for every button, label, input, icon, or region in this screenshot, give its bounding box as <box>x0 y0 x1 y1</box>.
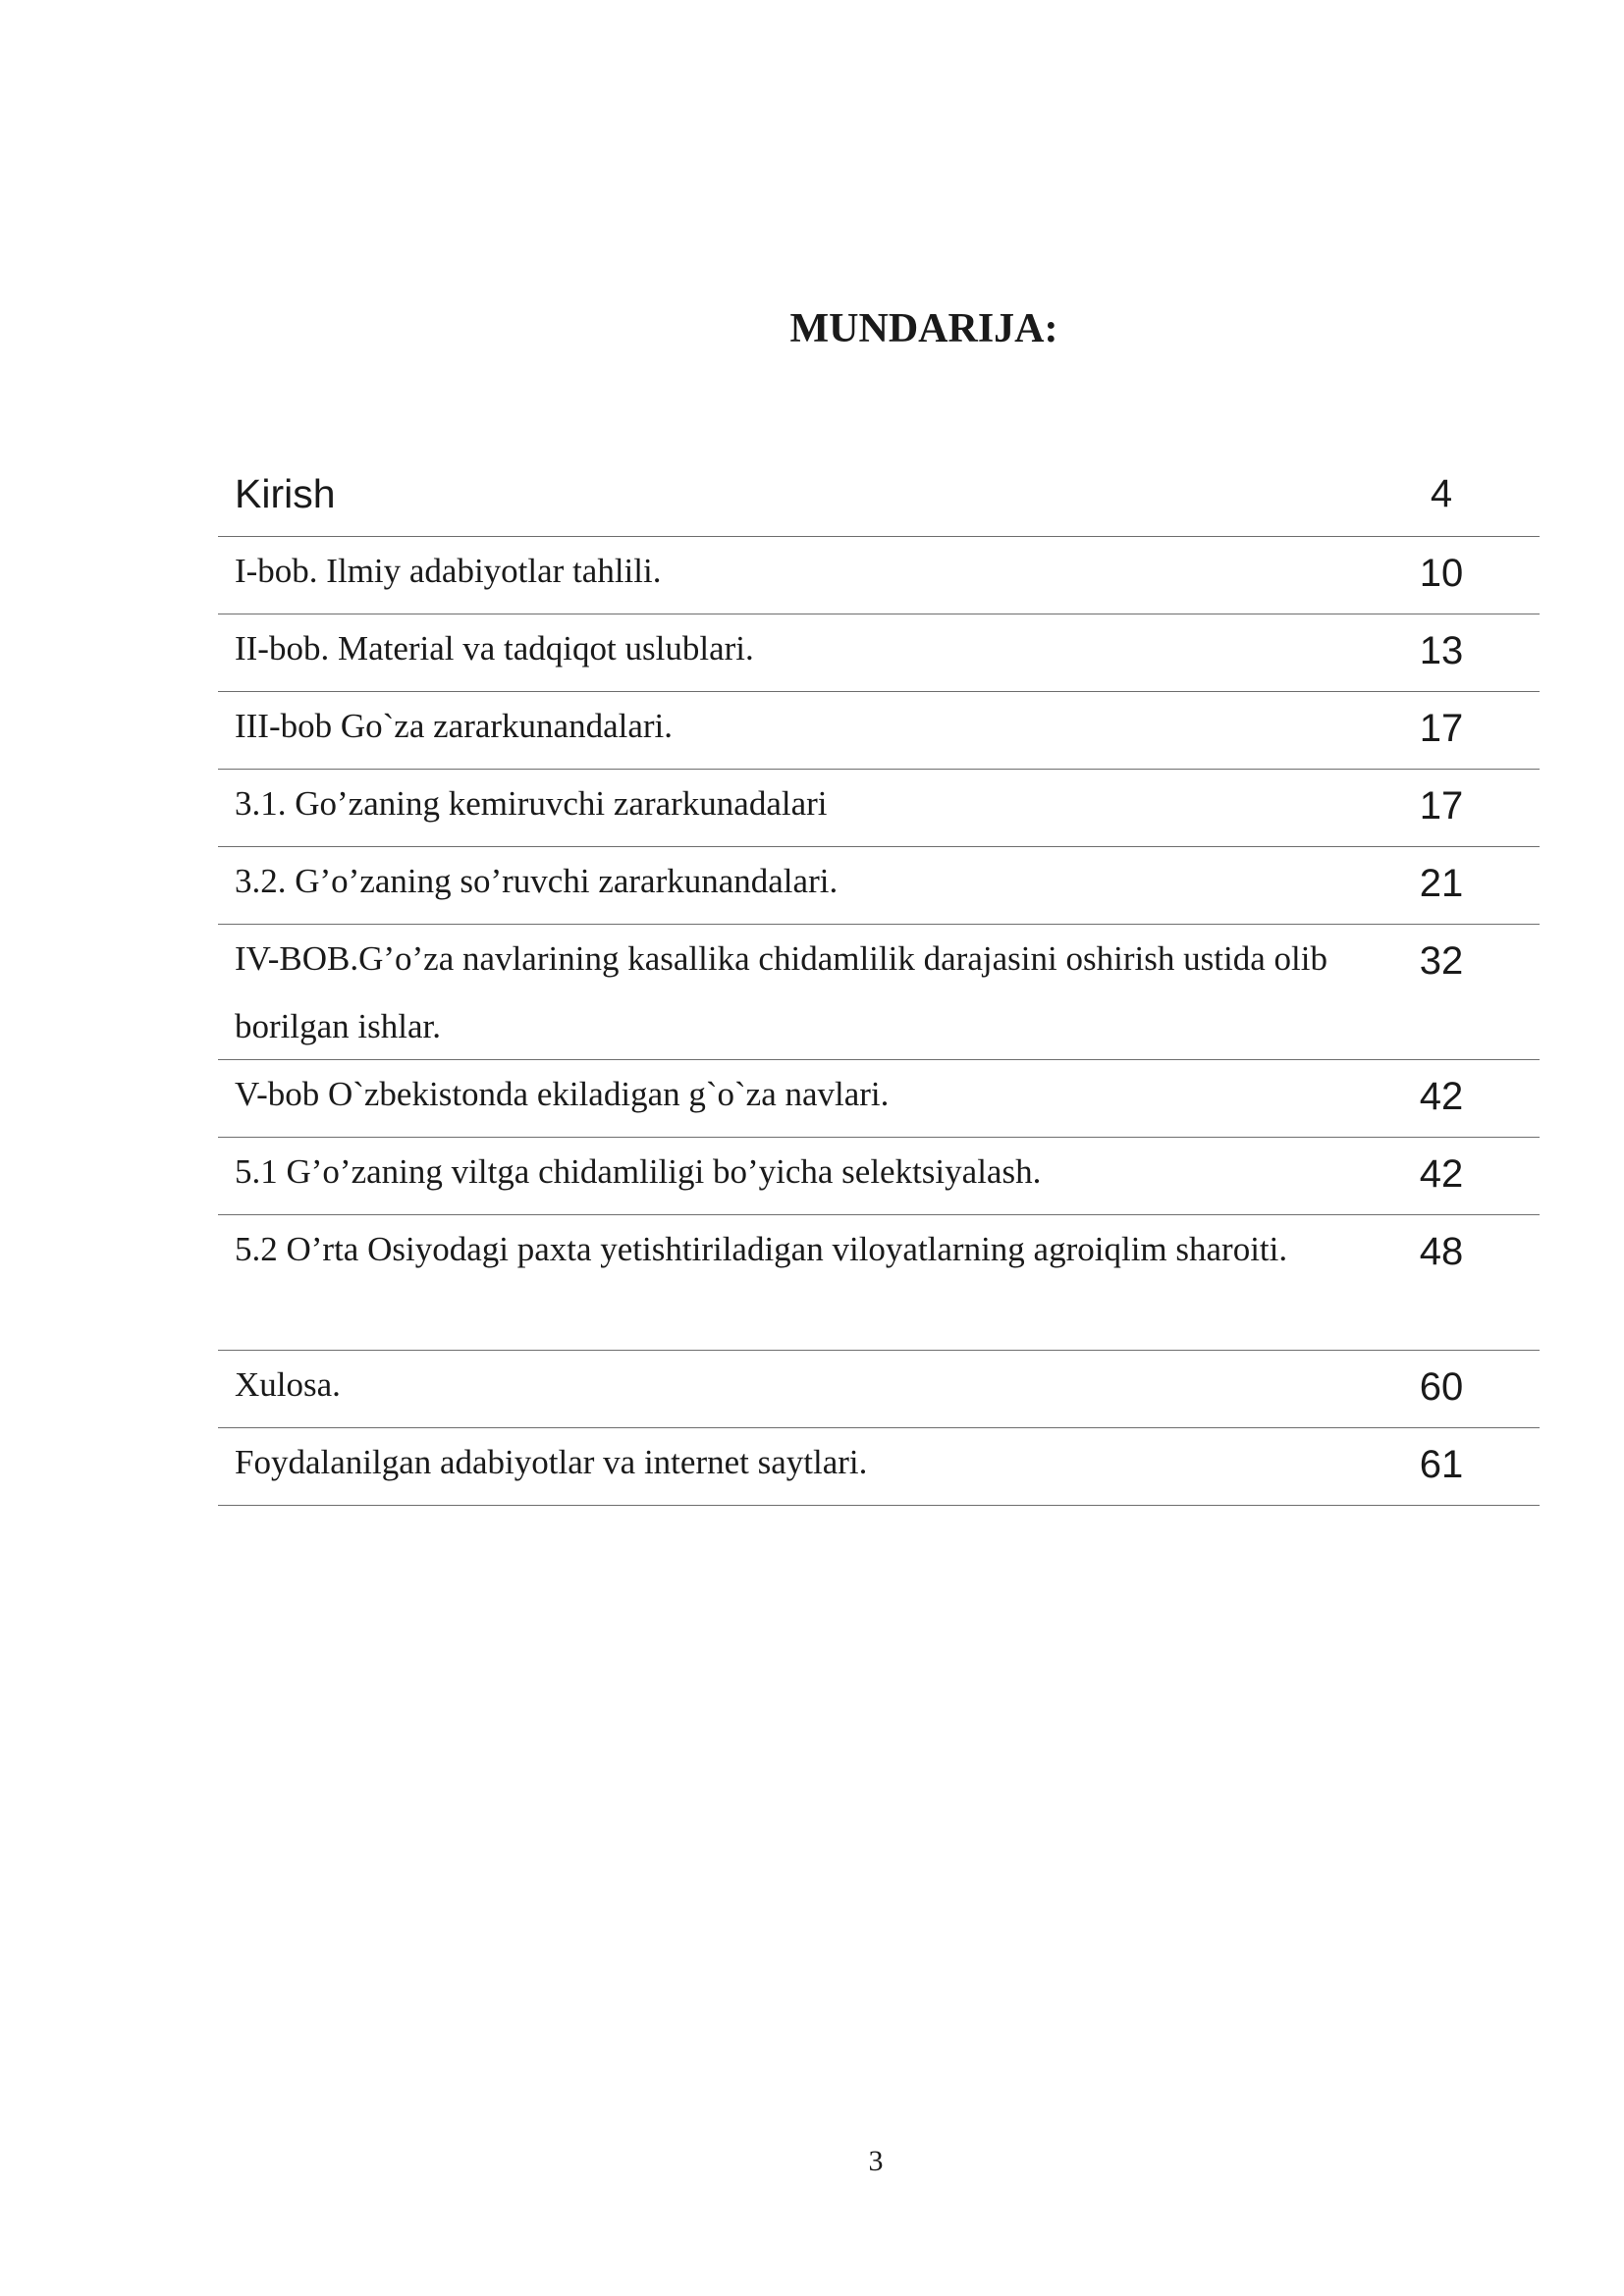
toc-row <box>218 537 1540 614</box>
toc-entry-label: 5.1 G’o’zaning viltga chidamliligi bo’yicha selektsiyalash. <box>235 1152 1042 1191</box>
toc-entry-page: 42 <box>1419 1075 1464 1118</box>
toc-entry-page: 13 <box>1419 629 1464 672</box>
toc-row <box>218 925 1540 1060</box>
toc-row <box>218 1060 1540 1138</box>
toc-entry-page: 60 <box>1419 1365 1464 1409</box>
toc-row <box>218 692 1540 770</box>
toc-row <box>218 1351 1540 1428</box>
toc-entry-page: 32 <box>1419 939 1464 983</box>
toc-entry-page: 48 <box>1419 1230 1464 1273</box>
toc-row <box>218 1428 1540 1506</box>
toc-entry-label: 3.2. G’o’zaning so’ruvchi zararkunandalari. <box>235 862 839 900</box>
toc-row <box>218 770 1540 847</box>
toc-entry-label: Kirish <box>235 471 336 516</box>
toc-row <box>218 614 1540 692</box>
toc-entry-page: 17 <box>1419 707 1464 750</box>
toc-entry-page: 4 <box>1430 472 1453 515</box>
toc-row <box>218 847 1540 925</box>
page-number: 3 <box>868 2145 884 2177</box>
toc-entry-label: I-bob. Ilmiy adabiyotlar tahlili. <box>235 552 662 590</box>
toc-entry-page: 61 <box>1419 1443 1464 1486</box>
toc-entry-label: 3.1. Go’zaning kemiruvchi zararkunadalari <box>235 784 828 823</box>
toc-title: MUNDARIJA: <box>789 306 1058 351</box>
toc-row <box>218 1138 1540 1215</box>
toc-entry-label: III-bob Go`za zararkunandalari. <box>235 707 673 745</box>
toc-entry-label: 5.2 O’rta Osiyodagi paxta yetishtiriladigan viloyatlarning agroiqlim sharoiti. <box>235 1230 1288 1268</box>
toc-entry-page: 10 <box>1419 552 1464 595</box>
toc-entry-label: V-bob O`zbekistonda ekiladigan g`o`za navlari. <box>235 1075 890 1113</box>
toc-entry-label: IV-BOB.G’o’za navlarining kasallika chidamlilik darajasini oshirish ustida olib borilgan ishlar. <box>235 939 1327 1045</box>
toc-entry-label: Foydalanilgan adabiyotlar va internet saytlari. <box>235 1443 868 1481</box>
toc-entry-label: Xulosa. <box>235 1365 341 1404</box>
toc-entry-page: 42 <box>1419 1152 1464 1196</box>
toc-entry-page: 17 <box>1419 784 1464 828</box>
toc-entry-page: 21 <box>1419 862 1464 905</box>
toc-row <box>218 1215 1540 1351</box>
toc-row <box>218 447 1540 537</box>
table-of-contents <box>218 447 1540 1506</box>
toc-entry-label: II-bob. Material va tadqiqot uslublari. <box>235 629 754 667</box>
